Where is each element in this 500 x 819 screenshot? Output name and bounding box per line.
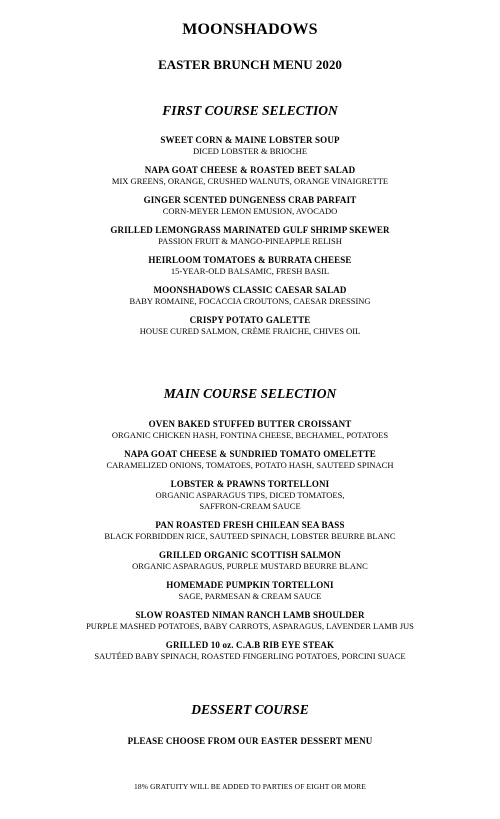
menu-item-description: MIX GREENS, ORANGE, CRUSHED WALNUTS, ORANGE VINAIGRETTE <box>111 176 389 186</box>
menu-item-description: HOUSE CURED SALMON, CRÈME FRAICHE, CHIVES OIL <box>139 326 361 336</box>
menu-item <box>0 419 500 441</box>
menu-item-description: CARAMELIZED ONIONS, TOMATOES, POTATO HASH, SAUTEED SPINACH <box>106 460 394 470</box>
menu-item <box>0 165 500 187</box>
menu-item <box>0 479 500 512</box>
menu-item-name: PAN ROASTED FRESH CHILEAN SEA BASS <box>155 520 345 530</box>
dessert-course-heading: DESSERT COURSE <box>191 702 309 717</box>
menu-item-name: NAPA GOAT CHEESE & SUNDRIED TOMATO OMELETTE <box>124 449 376 459</box>
menu-item-name: OVEN BAKED STUFFED BUTTER CROISSANT <box>148 419 352 429</box>
menu-item-description: 15-YEAR-OLD BALSAMIC, FRESH BASIL <box>170 266 330 276</box>
main-course-heading: MAIN COURSE SELECTION <box>163 386 337 401</box>
menu-item-name: SLOW ROASTED NIMAN RANCH LAMB SHOULDER <box>135 610 365 620</box>
menu-item <box>0 520 500 542</box>
dessert-note: PLEASE CHOOSE FROM OUR EASTER DESSERT MENU <box>127 736 373 746</box>
menu-item-name: NAPA GOAT CHEESE & ROASTED BEET SALAD <box>144 165 356 175</box>
menu-item-name: CRISPY POTATO GALETTE <box>189 315 311 325</box>
menu-item-description: DICED LOBSTER & BRIOCHE <box>192 146 308 156</box>
menu-item <box>0 580 500 602</box>
menu-item-description: PASSION FRUIT & MANGO-PINEAPPLE RELISH <box>158 236 342 246</box>
menu-item-description: BABY ROMAINE, FOCACCIA CROUTONS, CAESAR DRESSING <box>129 296 371 306</box>
menu-item-name: GRILLED ORGANIC SCOTTISH SALMON <box>159 550 341 560</box>
menu-item-name: LOBSTER & PRAWNS TORTELLONI <box>170 479 330 489</box>
menu-item-description: SAFFRON-CREAM SAUCE <box>199 501 301 511</box>
menu-item-description: PURPLE MASHED POTATOES, BABY CARROTS, ASPARAGUS, LAVENDER LAMB JUS <box>86 621 414 631</box>
menu-item <box>0 195 500 217</box>
menu-item-description: ORGANIC ASPARAGUS, PURPLE MUSTARD BEURRE BLANC <box>132 561 368 571</box>
menu-item-name: HOMEMADE PUMPKIN TORTELLONI <box>166 580 334 590</box>
menu-item-name: GRILLED LEMONGRASS MARINATED GULF SHRIMP SKEWER <box>110 225 390 235</box>
menu-item-name: GINGER SCENTED DUNGENESS CRAB PARFAIT <box>143 195 357 205</box>
menu-item-name: GRILLED 10 oz. C.A.B RIB EYE STEAK <box>165 640 335 650</box>
menu-item-description: BLACK FORBIDDEN RICE, SAUTEED SPINACH, LOBSTER BEURRE BLANC <box>104 531 396 541</box>
menu-title: EASTER BRUNCH MENU 2020 <box>158 57 342 72</box>
menu-item <box>0 255 500 277</box>
menu-item-description: SAUTÉED BABY SPINACH, ROASTED FINGERLING POTATOES, PORCINI SUACE <box>94 651 406 661</box>
first-course-list <box>0 135 500 345</box>
menu-item-name: HEIRLOOM TOMATOES & BURRATA CHEESE <box>148 255 352 265</box>
menu-item-name: SWEET CORN & MAINE LOBSTER SOUP <box>160 135 340 145</box>
first-course-heading: FIRST COURSE SELECTION <box>162 103 338 118</box>
main-course-list <box>0 419 500 670</box>
gratuity-note: 18% GRATUITY WILL BE ADDED TO PARTIES OF EIGHT OR MORE <box>134 782 366 791</box>
menu-item <box>0 449 500 471</box>
restaurant-name: MOONSHADOWS <box>182 21 318 38</box>
menu-item-description: CORN-MEYER LEMON EMUSION, AVOCADO <box>162 206 338 216</box>
menu-item-name: MOONSHADOWS CLASSIC CAESAR SALAD <box>153 285 347 295</box>
menu-item <box>0 285 500 307</box>
menu-item <box>0 315 500 337</box>
menu-item <box>0 135 500 157</box>
menu-item <box>0 550 500 572</box>
menu-item-description: ORGANIC CHICKEN HASH, FONTINA CHEESE, BECHAMEL, POTATOES <box>111 430 389 440</box>
menu-item-description: ORGANIC ASPARAGUS TIPS, DICED TOMATOES, <box>155 490 345 500</box>
menu-item <box>0 610 500 632</box>
menu-item-description: SAGE, PARMESAN & CREAM SAUCE <box>178 591 322 601</box>
menu-item <box>0 225 500 247</box>
menu-item <box>0 640 500 662</box>
